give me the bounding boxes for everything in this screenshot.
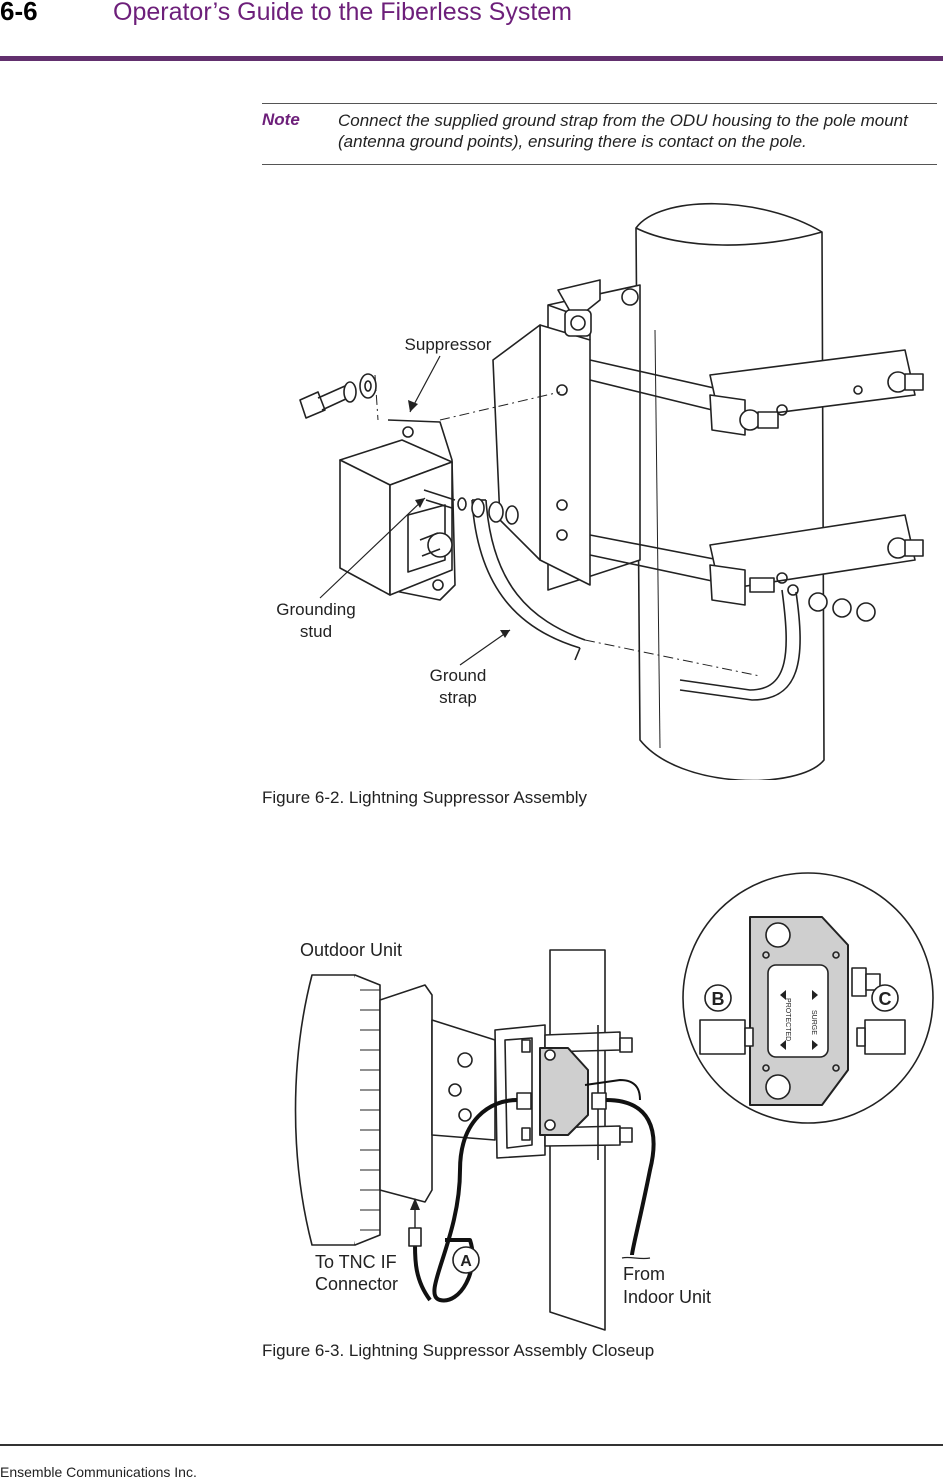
figure-6-2-caption: Figure 6-2. Lightning Suppressor Assembly (262, 788, 588, 807)
mounting-bracket (493, 280, 640, 590)
callout-b: B (711, 989, 725, 1009)
label-connector: Connector (315, 1274, 399, 1294)
label-indoor-unit: Indoor Unit (623, 1287, 712, 1307)
tnc-connector (409, 1228, 421, 1246)
label-suppressor: Suppressor (404, 335, 492, 354)
note-label: Note (262, 110, 300, 129)
footer-company: Ensemble Communications Inc. (0, 1464, 197, 1480)
label-strap: strap (439, 688, 477, 707)
callout-c: C (878, 989, 892, 1009)
suppressor-box (340, 420, 518, 600)
label-grounding: Grounding (276, 600, 356, 619)
mounting-bolt (300, 374, 376, 418)
callout-a: A (460, 1253, 472, 1270)
label-to-tnc: To TNC IF (315, 1252, 397, 1272)
label-ground: Ground (429, 666, 487, 685)
label-outdoor-unit: Outdoor Unit (300, 940, 403, 960)
label-from: From (623, 1264, 665, 1284)
page-number: 6-6 (0, 0, 38, 26)
footer-rule (0, 1444, 943, 1446)
chapter-title: Operator’s Guide to the Fiberless System (113, 0, 572, 26)
pole (636, 204, 824, 780)
label-protected: PROTECTED (784, 998, 791, 1042)
label-stud: stud (299, 622, 333, 641)
figure-6-3-caption: Figure 6-3. Lightning Suppressor Assembly Closeup (262, 1341, 655, 1360)
note-text: Connect the supplied ground strap from the ODU housing to the pole mount (antenna ground points), ensuring there is contact on the pole. (338, 111, 908, 151)
label-surge: SURGE (810, 1010, 817, 1035)
figure-lightning-suppressor-closeup (0, 870, 943, 1340)
outdoor-unit (296, 975, 496, 1245)
